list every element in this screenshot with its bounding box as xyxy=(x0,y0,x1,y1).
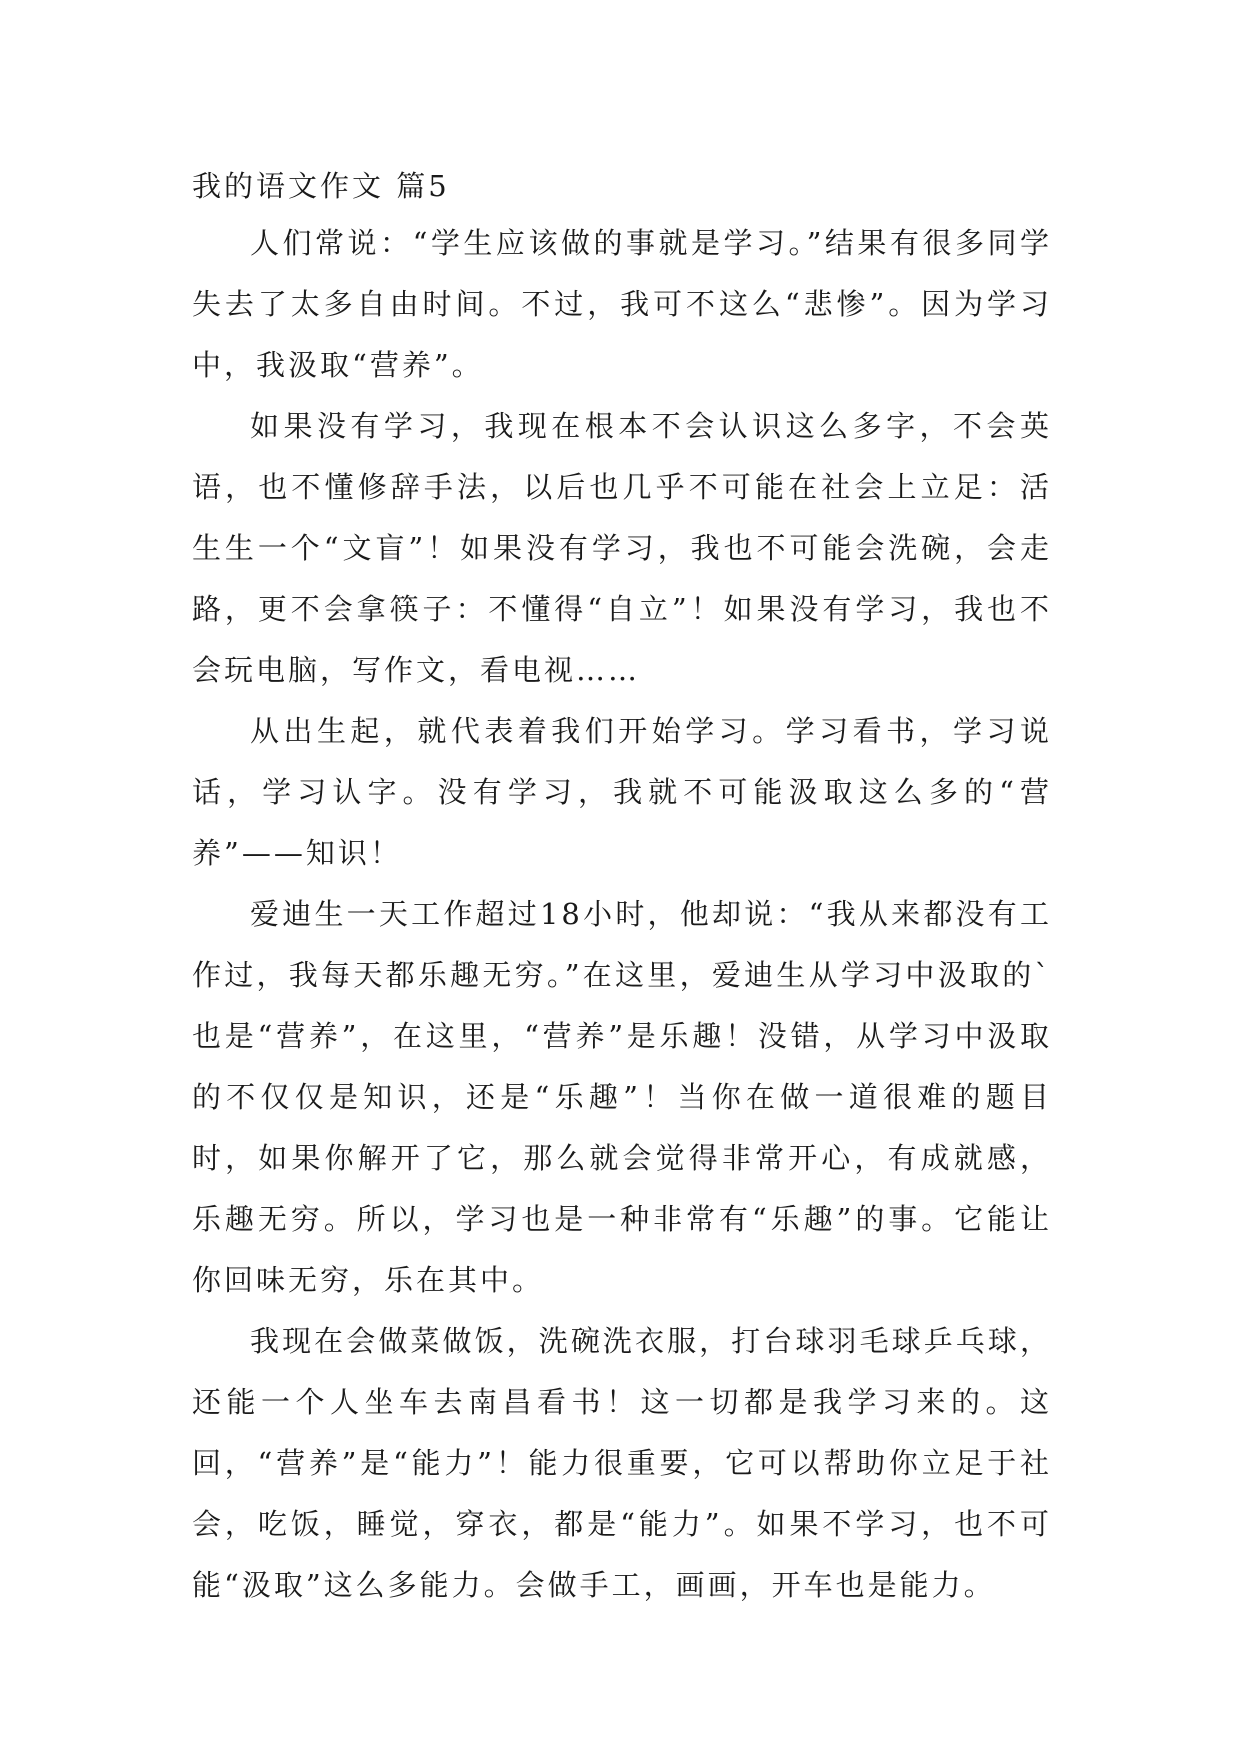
essay-title: 我的语文作文 篇5 xyxy=(192,169,450,203)
paragraph-5: 我现在会做菜做饭，洗碗洗衣服，打台球羽毛球乒乓球，还能一个人坐车去南昌看书！这一切都是我学习来的。这回，“营养”是“能力”！能力很重要，它可以帮助你立足于社会，吃饭，睡觉，穿衣，都是“能力”。如果不学习，也不可能“汲取”这么多能力。会做手工，画画，开车也是能力。 xyxy=(192,1324,1052,1602)
paragraph-4: 爱迪生一天工作超过18小时，他却说：“我从来都没有工作过，我每天都乐趣无穷。”在这里，爱迪生从学习中汲取的`也是“营养”，在这里，“营养”是乐趣！没错，从学习中汲取的不仅仅是知识，还是“乐趣”！当你在做一道很难的题目时，如果你解开了它，那么就会觉得非常开心，有成就感，乐趣无穷。所以，学习也是一种非常有“乐趣”的事。它能让你回味无穷，乐在其中。 xyxy=(192,897,1052,1297)
paragraph-2: 如果没有学习，我现在根本不会认识这么多字，不会英语，也不懂修辞手法，以后也几乎不可能在社会上立足：活生生一个“文盲”！如果没有学习，我也不可能会洗碗，会走路，更不会拿筷子：不懂得“自立”！如果没有学习，我也不会玩电脑，写作文，看电视…… xyxy=(192,409,1052,687)
paragraph-3: 从出生起，就代表着我们开始学习。学习看书，学习说话，学习认字。没有学习，我就不可能汲取这么多的“营养”——知识！ xyxy=(192,714,1052,870)
paragraph-1: 人们常说：“学生应该做的事就是学习。”结果有很多同学失去了太多自由时间。不过，我可不这么“悲惨”。因为学习中，我汲取“营养”。 xyxy=(192,226,1052,382)
essay-body xyxy=(192,160,1052,1616)
